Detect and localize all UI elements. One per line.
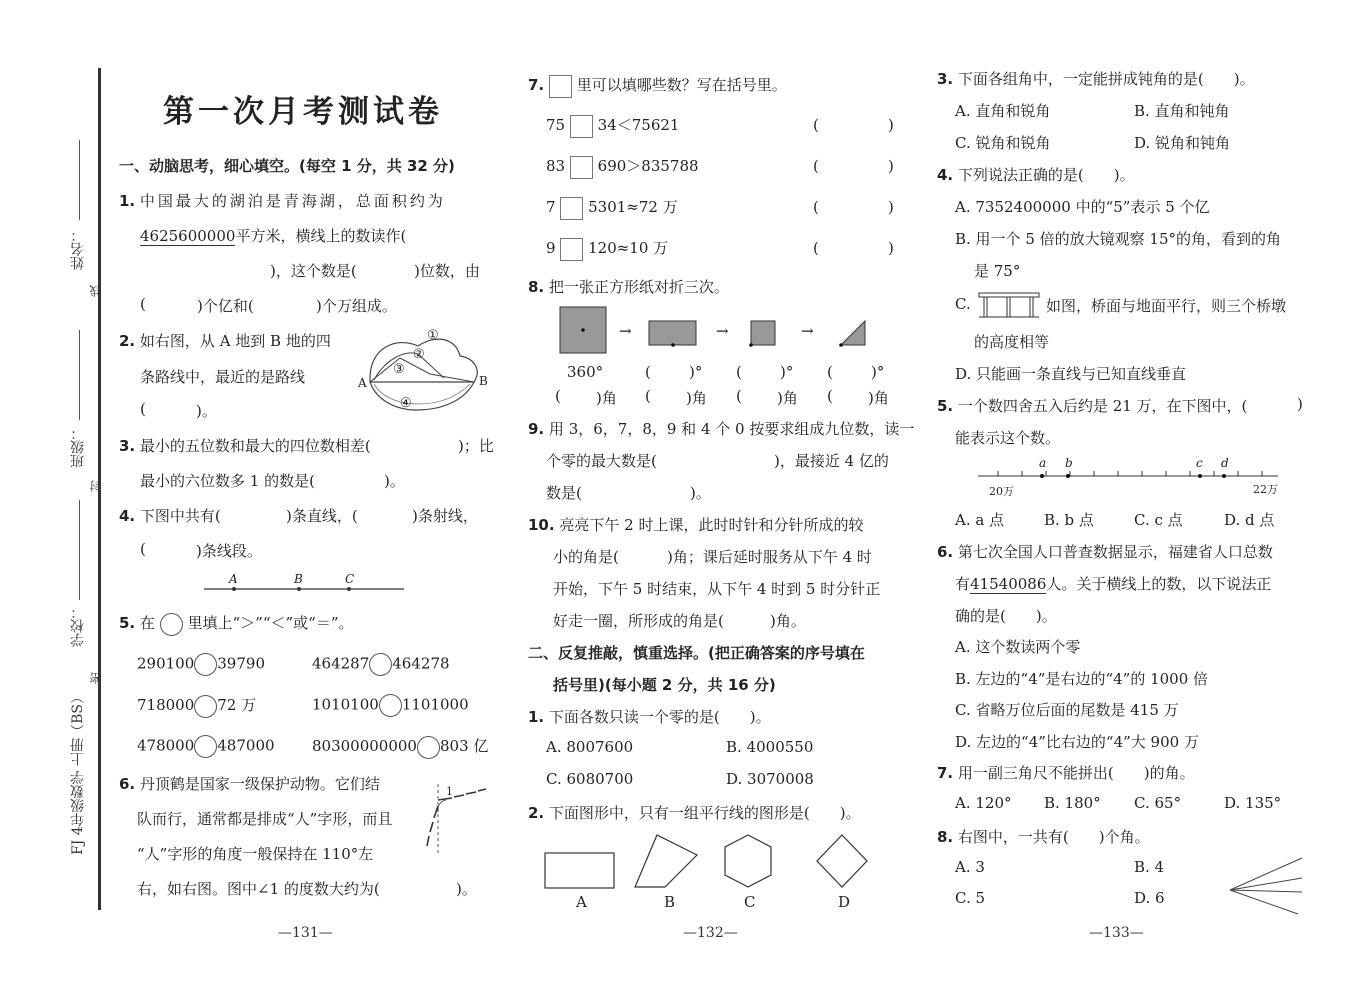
q5-pair-1: 290100 39790 (137, 653, 265, 676)
class-underline (79, 330, 80, 420)
route-point-b: B (479, 374, 488, 388)
q7-paren-open: ( (813, 239, 819, 257)
q7-paren-close: ) (888, 198, 894, 216)
q10-line2a: 小的角是( (553, 548, 619, 566)
s2q4-option-d[interactable]: D. 只能画一条直线与已知直线垂直 (955, 365, 1187, 383)
point-b-label: b (1065, 456, 1073, 470)
q1-line1: 1. 中国最大的湖泊是青海湖，总面积约为 (119, 192, 446, 210)
fold-degree-open: ( (645, 363, 651, 381)
s2q8-text: 8. 右图中，一共有( )个角。 (937, 828, 1150, 846)
q6-line1: 6. 丹顶鹤是国家一级保护动物。它们结 (119, 775, 380, 793)
number-line (978, 468, 1280, 482)
q7-paren-close: ) (888, 239, 894, 257)
fold-angle-open: ( (827, 387, 833, 405)
q7-paren-open: ( (813, 116, 819, 134)
q6-line4b: )。 (456, 880, 477, 898)
book-label: FJ 4年级数学 上册（BS） (70, 690, 86, 856)
line-figure (204, 585, 404, 593)
fold-angle-close: )角 (596, 389, 617, 407)
q1-line3b: )位数，由 (414, 262, 480, 280)
section2-heading-1: 二、反复推敲，慎重选择。(把正确答案的序号填在 (528, 644, 865, 662)
answer-box[interactable] (560, 238, 583, 261)
s2q3-text: 3. 下面各组角中，一定能拼成钝角的是( )。 (937, 70, 1255, 88)
name-underline (79, 140, 80, 220)
axis-left-label: 20万 (989, 485, 1014, 498)
s2q6-option-c[interactable]: C. 省略万位后面的尾数是 415 万 (955, 701, 1179, 719)
population-number: 41540086 (970, 575, 1047, 593)
class-label: 班级： (70, 426, 86, 468)
point-a-label: a (1039, 456, 1047, 470)
q9-line3b: )。 (690, 484, 711, 502)
q7-paren-open: ( (813, 198, 819, 216)
q9-line1: 9. 用 3，6，7，8，9 和 4 个 0 按要求组成九位数，读一 (528, 420, 915, 438)
s2q5-line1b: ) (1297, 395, 1303, 413)
section1-heading: 一、动脑思考，细心填空。(每空 1 分，共 32 分) (119, 157, 455, 175)
compare-circle[interactable] (417, 736, 440, 759)
section2-heading-2: 括号里)(每小题 2 分，共 16 分) (553, 676, 776, 694)
fold-angle-close: )角 (868, 389, 889, 407)
q1-line4b: )个亿和( (197, 297, 254, 315)
fold-angle-open: ( (736, 387, 742, 405)
s2q7-option-b[interactable]: B. 180° (1044, 794, 1101, 812)
fold-arrow-icon: → (716, 322, 729, 340)
q6-line2: 队而行，通常都是排成“人”字形，而且 (137, 810, 393, 828)
shape-label-a[interactable]: A (576, 893, 587, 911)
crane-formation-diagram (424, 780, 490, 858)
compare-circle[interactable] (194, 735, 217, 758)
s2q6-line1: 6. 第七次全国人口普查数据显示，福建省人口总数 (937, 543, 1273, 561)
s2q1-option-b[interactable]: B. 4000550 (726, 738, 814, 756)
s2q1-option-a[interactable]: A. 8007600 (546, 738, 634, 756)
shapes-figure (545, 833, 870, 891)
seal-seal-char: 封 (89, 480, 103, 492)
compare-circle[interactable] (194, 653, 217, 676)
route-point-a: A (358, 376, 367, 390)
s2q5-line1a: 5. 一个数四舍五入后约是 21 万，在下图中，( (937, 397, 1248, 415)
q3-line2b: )。 (384, 472, 405, 490)
s2q8-option-d[interactable]: D. 6 (1134, 889, 1165, 907)
s2q7-option-c[interactable]: C. 65° (1134, 794, 1182, 812)
s2q4-option-c-cont: 的高度相等 (974, 333, 1050, 351)
s2q1-option-c[interactable]: C. 6080700 (546, 770, 634, 788)
s2q7-option-a[interactable]: A. 120° (955, 794, 1012, 812)
q1-number: 4625600000 (140, 227, 236, 245)
axis-right-label: 22万 (1253, 483, 1278, 496)
q4-line1a: 4. 下图中共有( (119, 507, 221, 525)
s2q3-option-b[interactable]: B. 直角和钝角 (1134, 102, 1230, 120)
folding-diagram (560, 307, 870, 355)
school-label: 学校： (70, 605, 86, 647)
s2q4-option-b-cont: 是 75° (974, 262, 1021, 280)
s2q7-text: 7. 用一副三角尺不能拼出( )的角。 (937, 764, 1195, 782)
q7-paren-close: ) (888, 116, 894, 134)
compare-circle-icon (160, 613, 183, 636)
fold-degree-close: )° (871, 363, 885, 381)
q5-pair-6: 80300000000 803 亿 (312, 735, 488, 759)
route-label-4: ④ (400, 396, 412, 411)
seal-secret-char: 密 (89, 672, 103, 684)
q5-pair-5: 478000 487000 (137, 735, 275, 758)
q9-line2a: 个零的最大数是( (546, 452, 657, 470)
s2q6-line3: 确的是( )。 (955, 607, 1057, 625)
q7-paren-close: ) (888, 157, 894, 175)
q3-line1b: )；比 (458, 437, 494, 455)
s2q4-option-a[interactable]: A. 7352400000 中的“5”表示 5 个亿 (955, 198, 1210, 216)
q5-pair-2: 464287 464278 (312, 653, 450, 676)
s2q5-option-c[interactable]: C. c 点 (1134, 511, 1183, 529)
line-point-b: B (294, 572, 303, 586)
q7-row-1: 75 34＜75621 (546, 114, 679, 138)
shape-label-b[interactable]: B (664, 893, 676, 911)
blank-box-icon (549, 75, 572, 98)
route-label-2: ② (413, 347, 425, 362)
route-label-3: ③ (393, 362, 405, 377)
q4-line1b: )条直线，( (286, 507, 358, 525)
q10-line1: 10. 亮亮下午 2 时上课，此时时针和分针所成的较 (528, 516, 864, 534)
route-label-1: ① (427, 328, 439, 343)
s2q8-option-a[interactable]: A. 3 (955, 858, 985, 876)
answer-box[interactable] (570, 115, 593, 138)
q7-row-4: 9 120≈10 万 (546, 237, 668, 261)
rays-figure (1228, 856, 1304, 916)
q10-line2b: )角；课后延时服务从下午 4 时 (667, 548, 872, 566)
point-d-label: d (1221, 456, 1229, 470)
shape-label-d[interactable]: D (838, 893, 851, 911)
q7-paren-open: ( (813, 157, 819, 175)
q2-line3b: )。 (196, 402, 217, 420)
s2q4-option-c-text: 如图，桥面与地面平行，则三个桥墩 (1046, 297, 1287, 315)
s2q4-option-c[interactable]: C. (955, 295, 971, 313)
q7-heading: 7. 里可以填哪些数？写在括号里。 (528, 74, 787, 98)
q1-line2: 4625600000平方米，横线上的数读作( (140, 227, 407, 245)
q10-line4a: 好走一圈，所形成的角是( (553, 612, 724, 630)
s2q5-option-d[interactable]: D. d 点 (1224, 511, 1275, 529)
q7-row-2: 83 690＞835788 (546, 155, 699, 179)
q9-line2b: )，最接近 4 亿的 (774, 452, 889, 470)
q5-pair-3: 718000 72 万 (137, 694, 256, 718)
s2q3-option-a[interactable]: A. 直角和锐角 (955, 102, 1051, 120)
fold-angle-open: ( (645, 387, 651, 405)
s2q8-option-b[interactable]: B. 4 (1134, 858, 1165, 876)
s2q8-option-c[interactable]: C. 5 (955, 889, 986, 907)
s2q3-option-c[interactable]: C. 锐角和锐角 (955, 134, 1051, 152)
q1-line4a: ( (140, 295, 146, 313)
q8-heading: 8. 把一张正方形纸对折三次。 (528, 278, 729, 296)
q1-line4c: )个万组成。 (316, 297, 397, 315)
q4-line2b: )条线段。 (196, 542, 262, 560)
route-diagram (356, 328, 492, 414)
s2q4-option-b[interactable]: B. 用一个 5 倍的放大镜观察 15°的角，看到的角 (955, 230, 1281, 248)
s2q4-text: 4. 下列说法正确的是( )。 (937, 166, 1135, 184)
s2q2-text: 2. 下面图形中，只有一组平行线的图形是( )。 (528, 804, 861, 822)
school-underline (79, 500, 80, 600)
s2q7-option-d[interactable]: D. 135° (1224, 794, 1282, 812)
q7-row-3: 7 5301≈72 万 (546, 196, 678, 220)
compare-circle[interactable] (194, 695, 217, 718)
s2q5-option-b[interactable]: B. b 点 (1044, 511, 1094, 529)
fold-arrow-icon: → (619, 322, 632, 340)
s2q5-option-a[interactable]: A. a 点 (955, 511, 1005, 529)
s2q6-line2: 有41540086人。关于横线上的数，以下说法正 (955, 575, 1272, 593)
q2-line3a: ( (140, 400, 146, 418)
fold-degree-open: ( (736, 363, 742, 381)
angle-1-label: 1 (446, 785, 453, 798)
q9-line3a: 数是( (546, 484, 582, 502)
bridge-figure (979, 291, 1041, 319)
point-c-label: c (1196, 456, 1203, 470)
answer-box[interactable] (560, 197, 583, 220)
page-number-131: —131— (278, 925, 333, 941)
line-point-c: C (345, 572, 355, 586)
q2-line2: 条路线中，最近的是路线 (140, 368, 306, 386)
q6-line3: “人”字形的角度一般保持在 110°左 (137, 845, 374, 863)
page-number-132: —132— (683, 925, 738, 941)
fold-degree-close: )° (780, 363, 794, 381)
seal-line-char: 线 (89, 285, 103, 297)
q3-line2a: 最小的六位数多 1 的数是( (140, 472, 315, 490)
q1-line3a: )，这个数是( (270, 262, 357, 280)
s2q1-option-d[interactable]: D. 3070008 (726, 770, 814, 788)
compare-circle[interactable] (369, 653, 392, 676)
s2q5-line2: 能表示这个数。 (955, 429, 1061, 447)
fold-degree-close: )° (689, 363, 703, 381)
page-title: 第一次月考测试卷 (163, 94, 443, 130)
s2q6-option-a[interactable]: A. 这个数读两个零 (955, 638, 1081, 656)
fold-angle-close: )角 (686, 389, 707, 407)
q5-pair-4: 1010100 1101000 (312, 694, 469, 717)
q4-line2a: ( (140, 540, 146, 558)
q2-line1: 2. 如右图，从 A 地到 B 地的四 (119, 332, 331, 350)
q10-line4b: )角。 (770, 612, 806, 630)
q5-instruction: 5. 在 里填上“＞”“＜”或“＝”。 (119, 612, 354, 636)
q6-line4a: 右，如右图。图中∠1 的度数大约为( (137, 880, 380, 898)
line-point-a: A (229, 572, 238, 586)
s2q3-option-d[interactable]: D. 锐角和钝角 (1134, 134, 1231, 152)
answer-box[interactable] (570, 156, 593, 179)
s2q6-option-b[interactable]: B. 左边的“4”是右边的“4”的 1000 倍 (955, 670, 1209, 688)
fold-angle-close: )角 (777, 389, 798, 407)
fold-degree-open: ( (827, 363, 833, 381)
q10-line3: 开始，下午 5 时结束，从下午 4 时到 5 时分针正 (553, 580, 881, 598)
compare-circle[interactable] (379, 694, 402, 717)
name-label: 姓名： (70, 228, 86, 270)
shape-label-c[interactable]: C (744, 893, 756, 911)
fold-arrow-icon: → (801, 322, 814, 340)
s2q1-text: 1. 下面各数只读一个零的是( )。 (528, 708, 771, 726)
q3-line1a: 3. 最小的五位数和最大的四位数相差( (119, 437, 371, 455)
q4-line1c: )条射线， (412, 507, 478, 525)
s2q6-option-d[interactable]: D. 左边的“4”比右边的“4”大 900 万 (955, 733, 1199, 751)
page-number-133: —133— (1089, 925, 1144, 941)
fold-angle-open: ( (555, 387, 561, 405)
fold-degree-1: 360° (567, 363, 604, 381)
